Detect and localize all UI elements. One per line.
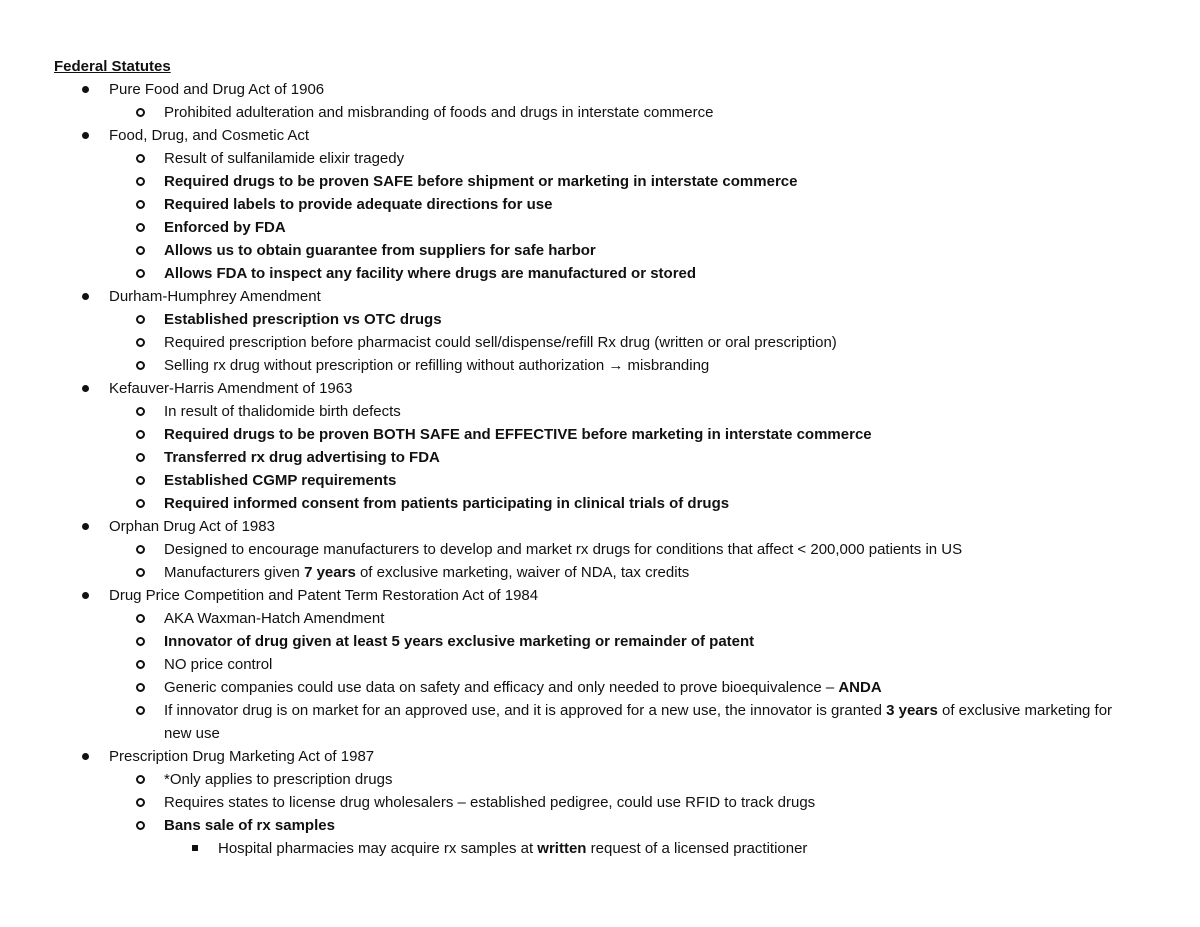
item-text: *Only applies to prescription drugs bbox=[164, 771, 393, 788]
item-text: Allows FDA to inspect any facility where drugs are manufactured or stored bbox=[164, 265, 697, 282]
bullet-circle-icon bbox=[136, 246, 145, 255]
statute-title: Durham-Humphrey Amendment bbox=[109, 288, 321, 305]
item-text: NO price control bbox=[164, 656, 273, 673]
statute-item bbox=[0, 377, 1200, 515]
bullet-circle-icon bbox=[136, 315, 145, 324]
sub-list bbox=[0, 607, 1200, 745]
statute-title-row bbox=[0, 78, 1200, 101]
item-text: Required drugs to be proven BOTH SAFE and EFFECTIVE before marketing in interstate commerce bbox=[164, 426, 872, 443]
sub-item bbox=[0, 354, 1200, 377]
sub-list bbox=[0, 400, 1200, 515]
bullet-circle-icon bbox=[136, 568, 145, 577]
item-text: Transferred rx drug advertising to FDA bbox=[164, 449, 440, 466]
statute-item bbox=[0, 584, 1200, 745]
bullet-circle-icon bbox=[136, 706, 145, 715]
sub-item bbox=[0, 538, 1200, 561]
text-segment: If innovator drug is on market for an approved use, and it is approved for a new use, the innovator is granted bbox=[164, 702, 887, 719]
text-segment: 3 years bbox=[886, 702, 938, 719]
text-segment: request of a licensed practitioner bbox=[586, 840, 808, 857]
bullet-dot-icon bbox=[82, 86, 89, 93]
bullet-circle-icon bbox=[136, 798, 145, 807]
bullet-circle-icon bbox=[136, 338, 145, 347]
bullet-circle-icon bbox=[136, 821, 145, 830]
bullet-circle-icon bbox=[136, 614, 145, 623]
statute-title: Food, Drug, and Cosmetic Act bbox=[109, 127, 310, 144]
bullet-circle-icon bbox=[136, 545, 145, 554]
statute-item bbox=[0, 745, 1200, 860]
item-text: AKA Waxman-Hatch Amendment bbox=[164, 610, 385, 627]
item-text: Result of sulfanilamide elixir tragedy bbox=[164, 150, 405, 167]
bullet-dot-icon bbox=[82, 293, 89, 300]
sub-item bbox=[0, 308, 1200, 331]
bullet-circle-icon bbox=[136, 154, 145, 163]
sub-item bbox=[0, 676, 1200, 699]
bullet-dot-icon bbox=[82, 592, 89, 599]
item-text bbox=[164, 564, 689, 581]
item-text: Required labels to provide adequate directions for use bbox=[164, 196, 553, 213]
item-text: Established CGMP requirements bbox=[164, 472, 397, 489]
statute-list bbox=[0, 78, 1200, 860]
sub-item bbox=[0, 239, 1200, 262]
statute-item bbox=[0, 124, 1200, 285]
item-text: Bans sale of rx samples bbox=[164, 817, 335, 834]
bullet-square-icon bbox=[192, 845, 198, 851]
bullet-dot-icon bbox=[82, 753, 89, 760]
statute-title: Orphan Drug Act of 1983 bbox=[109, 518, 275, 535]
bullet-circle-icon bbox=[136, 499, 145, 508]
bullet-circle-icon bbox=[136, 407, 145, 416]
statute-title: Kefauver-Harris Amendment of 1963 bbox=[109, 380, 353, 397]
text-segment: Hospital pharmacies may acquire rx samples at bbox=[218, 840, 538, 857]
statute-item bbox=[0, 78, 1200, 124]
item-text: Allows us to obtain guarantee from suppliers for safe harbor bbox=[164, 242, 596, 259]
bullet-dot-icon bbox=[82, 385, 89, 392]
statute-title-row bbox=[0, 584, 1200, 607]
sub-item bbox=[0, 101, 1200, 124]
statute-title-row bbox=[0, 377, 1200, 400]
statute-title-row bbox=[0, 124, 1200, 147]
bullet-circle-icon bbox=[136, 660, 145, 669]
bullet-circle-icon bbox=[136, 108, 145, 117]
statute-title: Pure Food and Drug Act of 1906 bbox=[109, 81, 325, 98]
item-text: Required drugs to be proven SAFE before shipment or marketing in interstate commerce bbox=[164, 173, 798, 190]
bullet-circle-icon bbox=[136, 430, 145, 439]
item-text: Prohibited adulteration and misbranding of foods and drugs in interstate commerce bbox=[164, 104, 714, 121]
bullet-circle-icon bbox=[136, 223, 145, 232]
sub-item bbox=[0, 400, 1200, 423]
text-segment: ANDA bbox=[838, 679, 882, 696]
item-text: Required prescription before pharmacist could sell/dispense/refill Rx drug (written or oral prescription) bbox=[164, 334, 837, 351]
sub-item bbox=[0, 469, 1200, 492]
item-text bbox=[164, 702, 1112, 742]
item-text: Designed to encourage manufacturers to develop and market rx drugs for conditions that affect < 200,000 patients in US bbox=[164, 541, 963, 558]
sub-item bbox=[0, 699, 1200, 745]
sub-list bbox=[0, 101, 1200, 124]
sub-item bbox=[0, 423, 1200, 446]
bullet-dot-icon bbox=[82, 523, 89, 530]
sub-item bbox=[0, 653, 1200, 676]
text-segment: Manufacturers given bbox=[164, 564, 305, 581]
bullet-circle-icon bbox=[136, 177, 145, 186]
bullet-circle-icon bbox=[136, 269, 145, 278]
bullet-circle-icon bbox=[136, 683, 145, 692]
sub-item bbox=[0, 193, 1200, 216]
statute-title: Drug Price Competition and Patent Term Restoration Act of 1984 bbox=[109, 587, 539, 604]
sub-item bbox=[0, 147, 1200, 170]
item-text bbox=[218, 840, 807, 857]
sub-item bbox=[0, 814, 1200, 837]
statute-title-row bbox=[0, 515, 1200, 538]
bullet-circle-icon bbox=[136, 200, 145, 209]
sub-list bbox=[0, 538, 1200, 584]
item-text bbox=[164, 679, 882, 696]
sub-list bbox=[0, 147, 1200, 285]
sub-item bbox=[0, 791, 1200, 814]
bullet-circle-icon bbox=[136, 476, 145, 485]
text-segment: written bbox=[537, 840, 587, 857]
sub-item bbox=[0, 561, 1200, 584]
sub-item bbox=[0, 216, 1200, 239]
text-segment: 7 years bbox=[304, 564, 356, 581]
sub-list bbox=[0, 308, 1200, 377]
statute-title-row bbox=[0, 285, 1200, 308]
item-text: Established prescription vs OTC drugs bbox=[164, 311, 442, 328]
statute-title-row bbox=[0, 745, 1200, 768]
text-segment: of exclusive marketing for new use bbox=[164, 702, 1113, 742]
sub-sub-item bbox=[0, 837, 1200, 860]
bullet-circle-icon bbox=[136, 637, 145, 646]
sub-item bbox=[0, 170, 1200, 193]
bullet-dot-icon bbox=[82, 132, 89, 139]
sub-item bbox=[0, 630, 1200, 653]
sub-item bbox=[0, 262, 1200, 285]
sub-item bbox=[0, 607, 1200, 630]
item-text: In result of thalidomide birth defects bbox=[164, 403, 401, 420]
sub-item bbox=[0, 446, 1200, 469]
sub-item bbox=[0, 331, 1200, 354]
page-title: Federal Statutes bbox=[54, 58, 171, 75]
item-text: Required informed consent from patients participating in clinical trials of drugs bbox=[164, 495, 730, 512]
item-text: Innovator of drug given at least 5 years exclusive marketing or remainder of patent bbox=[164, 633, 755, 650]
item-text: Requires states to license drug wholesalers – established pedigree, could use RFID to track drugs bbox=[164, 794, 816, 811]
bullet-circle-icon bbox=[136, 775, 145, 784]
statute-item bbox=[0, 285, 1200, 377]
sub-item bbox=[0, 492, 1200, 515]
statute-title: Prescription Drug Marketing Act of 1987 bbox=[109, 748, 375, 765]
item-text: Selling rx drug without prescription or refilling without authorization → misbranding bbox=[164, 357, 710, 374]
sub-list bbox=[0, 768, 1200, 860]
item-text: Enforced by FDA bbox=[164, 219, 286, 236]
bullet-circle-icon bbox=[136, 453, 145, 462]
text-segment: Generic companies could use data on safety and efficacy and only needed to prove bioequivalence – bbox=[164, 679, 839, 696]
sub-item bbox=[0, 768, 1200, 791]
text-segment: of exclusive marketing, waiver of NDA, tax credits bbox=[355, 564, 690, 581]
statute-item bbox=[0, 515, 1200, 584]
bullet-circle-icon bbox=[136, 361, 145, 370]
